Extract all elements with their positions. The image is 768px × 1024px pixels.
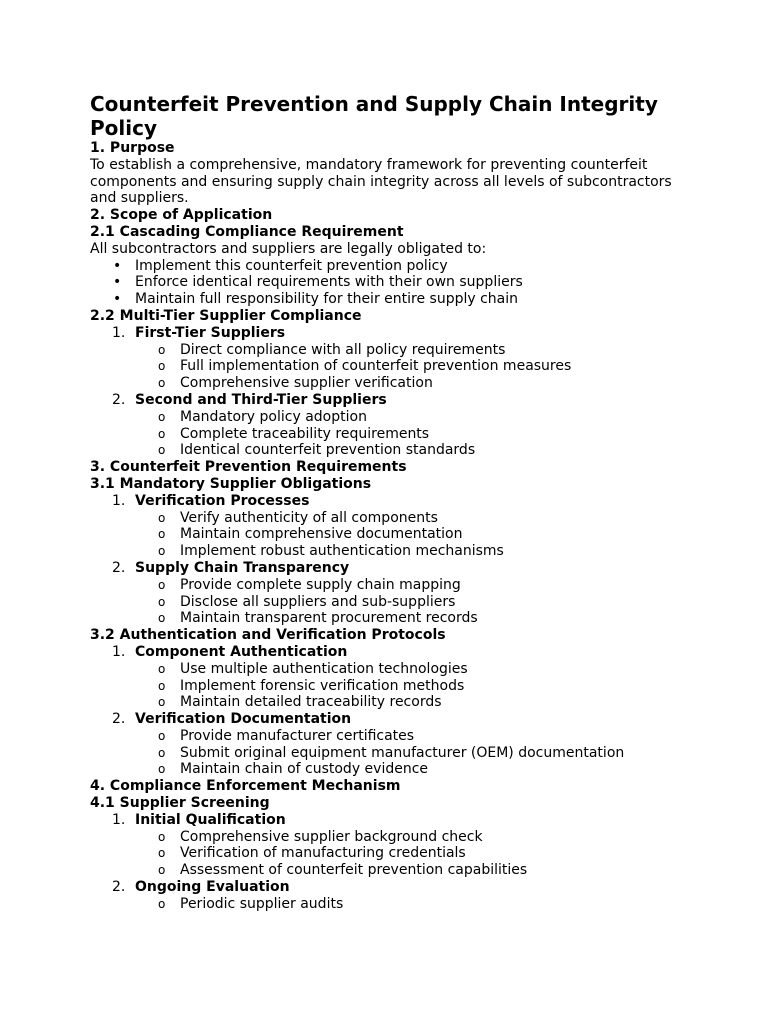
- item-number: 2.: [112, 559, 126, 576]
- section-heading: 2.1 Cascading Compliance Requirement: [90, 223, 404, 240]
- numbered-item: [112, 879, 680, 913]
- document-title: Counterfeit Prevention and Supply Chain Integrity Policy: [90, 92, 658, 140]
- subheading: Verification Processes: [135, 492, 310, 509]
- bullet-item: • Enforce identical requirements with their own suppliers: [135, 274, 680, 291]
- item-number: 2.: [112, 879, 126, 896]
- numbered-item: [112, 559, 680, 627]
- sub-bullet-item: o Verification of manufacturing credentials: [180, 845, 680, 862]
- numbered-list: [90, 493, 680, 627]
- sub-bullet-item: o Maintain transparent procurement records: [180, 610, 680, 627]
- sub-bullet-item: o Verify authenticity of all components: [180, 510, 680, 527]
- section-heading: 2. Scope of Application: [90, 207, 273, 224]
- numbered-item: [112, 391, 680, 459]
- sub-bullet-item: o Submit original equipment manufacturer (OEM) documentation: [180, 745, 680, 762]
- item-number: 2.: [112, 711, 126, 728]
- section-heading: 3. Counterfeit Prevention Requirements: [90, 459, 407, 476]
- section-paragraph: To establish a comprehensive, mandatory framework for preventing counterfeit components and ensuring supply chain integrity across all levels of subcontractors and suppliers.: [90, 156, 672, 207]
- numbered-item: [112, 492, 680, 560]
- bullet-list: [90, 258, 680, 308]
- sub-bullet-item: o Disclose all suppliers and sub-suppliers: [180, 594, 680, 611]
- sub-bullet-item: o Implement forensic verification methods: [180, 678, 680, 695]
- policy-sections: [90, 140, 680, 913]
- section-heading: 1. Purpose: [90, 140, 175, 156]
- subheading: Supply Chain Transparency: [135, 559, 350, 576]
- item-number: 1.: [112, 643, 126, 660]
- sub-bullet-item: o Full implementation of counterfeit prevention measures: [180, 358, 680, 375]
- sub-bullet-item: o Maintain comprehensive documentation: [180, 526, 680, 543]
- numbered-list: [90, 644, 680, 778]
- section-heading: 3.2 Authentication and Verification Protocols: [90, 627, 446, 644]
- sub-bullet-list: [135, 409, 680, 459]
- sub-bullet-item: o Use multiple authentication technologies: [180, 661, 680, 678]
- subheading: Initial Qualification: [135, 811, 286, 828]
- sub-bullet-list: [135, 728, 680, 778]
- sub-bullet-list: [135, 510, 680, 560]
- sub-bullet-item: o Assessment of counterfeit prevention capabilities: [180, 862, 680, 879]
- subheading: First-Tier Suppliers: [135, 324, 286, 341]
- bullet-item: • Maintain full responsibility for their entire supply chain: [135, 291, 680, 308]
- document-body: [90, 93, 680, 913]
- section-heading: 3.1 Mandatory Supplier Obligations: [90, 475, 372, 492]
- numbered-item: [112, 811, 680, 879]
- sub-bullet-item: o Comprehensive supplier background check: [180, 829, 680, 846]
- sub-bullet-item: o Complete traceability requirements: [180, 426, 680, 443]
- numbered-item: [112, 711, 680, 778]
- section-heading: 4. Compliance Enforcement Mechanism: [90, 778, 401, 795]
- sub-bullet-item: o Comprehensive supplier verification: [180, 375, 680, 392]
- sub-bullet-item: o Provide manufacturer certificates: [180, 728, 680, 745]
- sub-bullet-item: o Identical counterfeit prevention standards: [180, 442, 680, 459]
- item-number: 1.: [112, 324, 126, 341]
- sub-bullet-list: [135, 342, 680, 392]
- item-number: 1.: [112, 492, 126, 509]
- sub-bullet-item: o Periodic supplier audits: [180, 896, 680, 913]
- numbered-list: [90, 325, 680, 459]
- subheading: Verification Documentation: [135, 711, 352, 728]
- section-heading: 2.2 Multi-Tier Supplier Compliance: [90, 307, 362, 324]
- subheading: Second and Third-Tier Suppliers: [135, 391, 387, 408]
- sub-bullet-item: o Mandatory policy adoption: [180, 409, 680, 426]
- numbered-item: [112, 324, 680, 392]
- sub-bullet-item: o Provide complete supply chain mapping: [180, 577, 680, 594]
- sub-bullet-item: o Direct compliance with all policy requirements: [180, 342, 680, 359]
- item-number: 2.: [112, 391, 126, 408]
- subheading: Ongoing Evaluation: [135, 879, 290, 896]
- numbered-list: [90, 812, 680, 913]
- subheading: Component Authentication: [135, 643, 348, 660]
- sub-bullet-list: [135, 661, 680, 711]
- numbered-item: [112, 643, 680, 711]
- sub-bullet-item: o Maintain detailed traceability records: [180, 694, 680, 711]
- sub-bullet-list: [135, 896, 680, 913]
- section-heading: 4.1 Supplier Screening: [90, 795, 270, 812]
- item-number: 1.: [112, 811, 126, 828]
- bullet-item: • Implement this counterfeit prevention policy: [135, 258, 680, 275]
- sub-bullet-list: [135, 829, 680, 879]
- sub-bullet-item: o Implement robust authentication mechanisms: [180, 543, 680, 560]
- sub-bullet-item: o Maintain chain of custody evidence: [180, 761, 680, 778]
- sub-bullet-list: [135, 577, 680, 627]
- section-paragraph: All subcontractors and suppliers are legally obligated to:: [90, 240, 487, 257]
